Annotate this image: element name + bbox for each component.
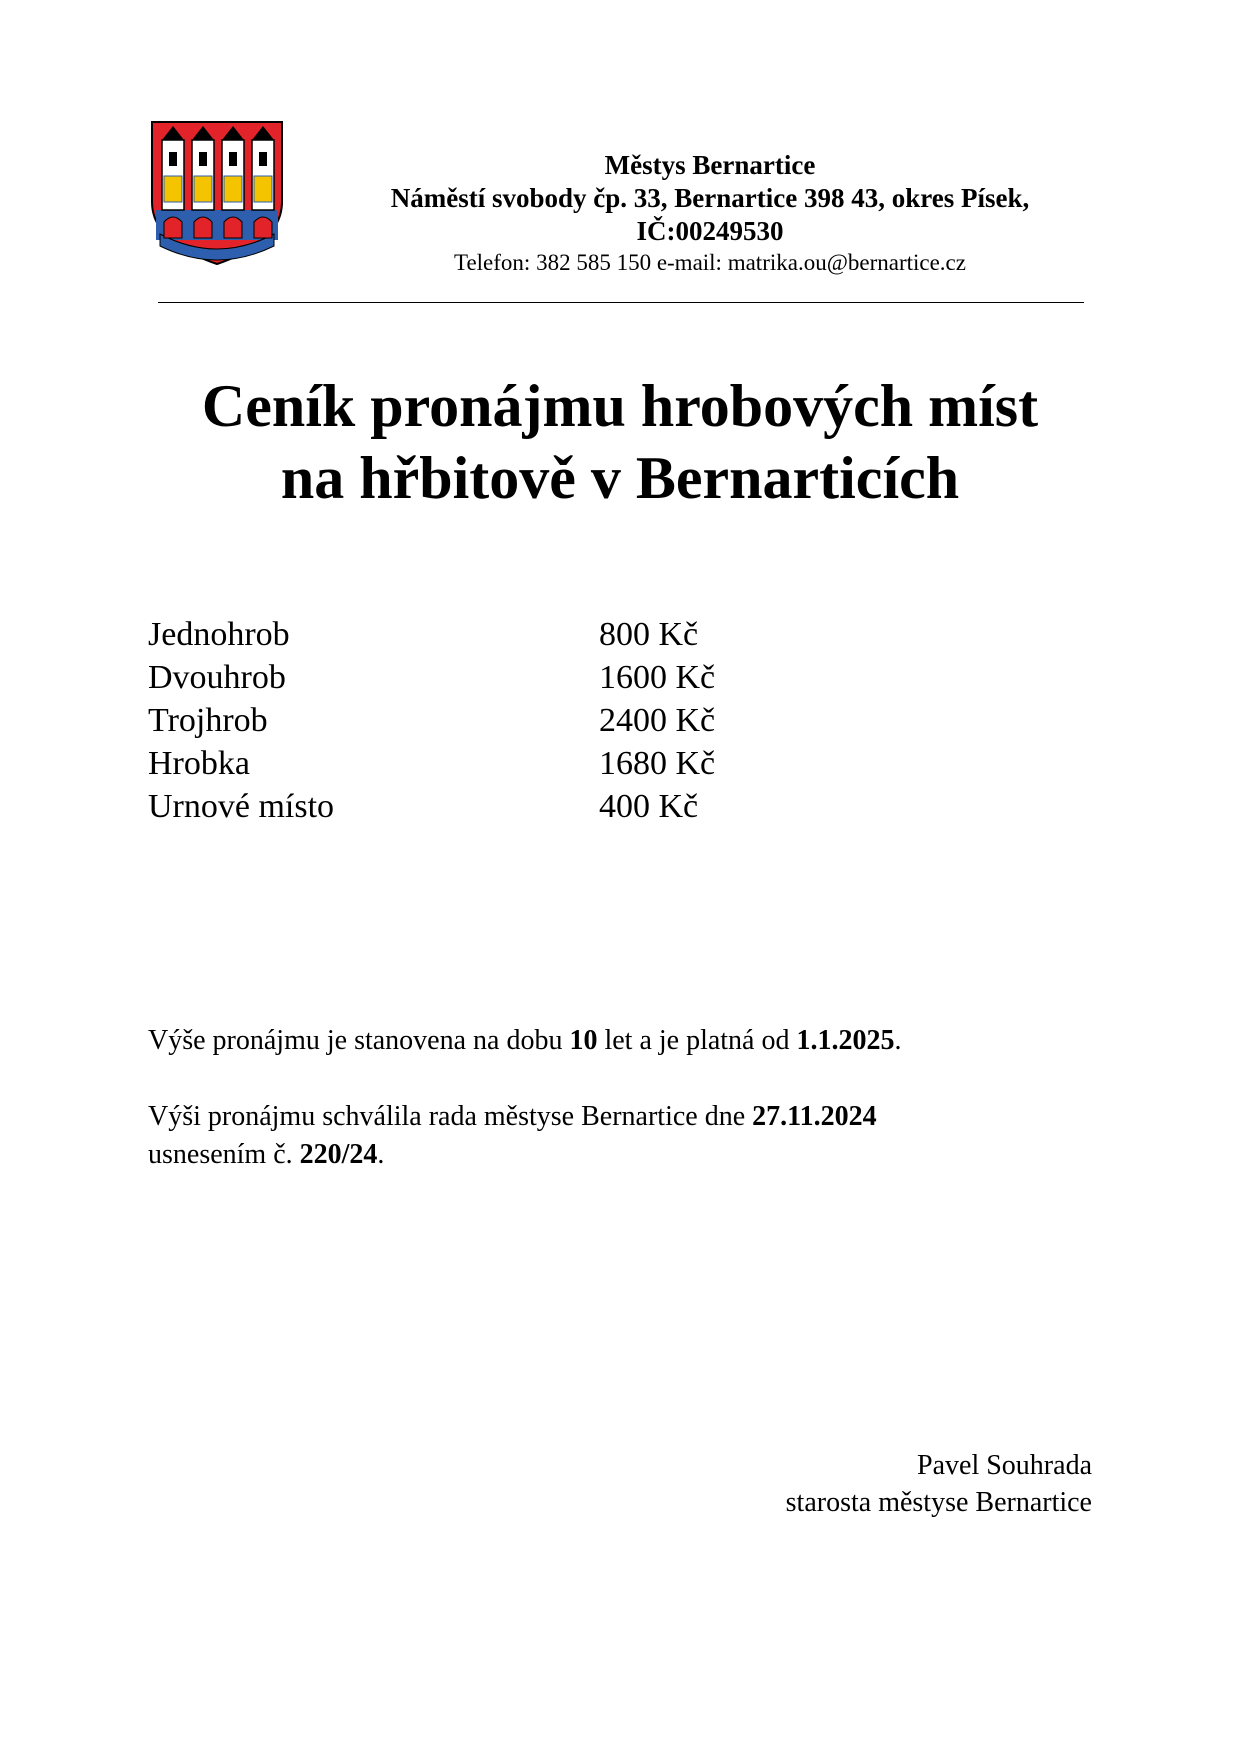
resolution-number: 220/24 <box>299 1139 378 1170</box>
price-item-name: Trojhrob <box>148 702 268 739</box>
price-item-name: Jednohrob <box>148 616 290 653</box>
price-item-value: 400 Kč <box>599 788 699 825</box>
price-item-name: Urnové místo <box>148 788 335 825</box>
coat-of-arms-icon <box>148 114 286 266</box>
signatory-name: Pavel Souhrada <box>917 1450 1092 1481</box>
resolution-line: usnesením č. 220/24. <box>148 1139 385 1170</box>
municipality-name: Městys Bernartice <box>604 150 816 180</box>
municipality-contact: Telefon: 382 585 150 e-mail: matrika.ou@bernartice.cz <box>454 250 966 275</box>
price-row <box>148 616 848 659</box>
approval-paragraph: Výši pronájmu schválila rada městyse Bernartice dne 27.11.2024 <box>148 1101 877 1132</box>
price-item-value: 2400 Kč <box>599 702 716 739</box>
price-item-value: 1680 Kč <box>599 745 716 782</box>
validity-paragraph: Výše pronájmu je stanovena na dobu 10 let a je platná od 1.1.2025. <box>148 1025 902 1056</box>
page-title-line-1: Ceník pronájmu hrobových míst <box>201 373 1039 439</box>
signatory-role: starosta městyse Bernartice <box>785 1487 1092 1518</box>
municipality-ic: IČ:00249530 <box>636 216 784 246</box>
page-title-line-2: na hřbitově v Bernarticích <box>280 445 960 511</box>
price-item-name: Dvouhrob <box>148 659 286 696</box>
price-row <box>148 788 848 831</box>
price-item-value: 800 Kč <box>599 616 699 653</box>
price-row <box>148 745 848 788</box>
price-item-value: 1600 Kč <box>599 659 716 696</box>
price-row <box>148 702 848 745</box>
municipality-address: Náměstí svobody čp. 33, Bernartice 398 43, okres Písek, <box>390 183 1030 213</box>
price-row <box>148 659 848 702</box>
validity-date: 1.1.2025 <box>796 1025 895 1056</box>
validity-years: 10 <box>569 1025 598 1056</box>
price-item-name: Hrobka <box>148 745 250 782</box>
header-divider <box>158 302 1084 303</box>
approval-date: 27.11.2024 <box>752 1101 877 1132</box>
